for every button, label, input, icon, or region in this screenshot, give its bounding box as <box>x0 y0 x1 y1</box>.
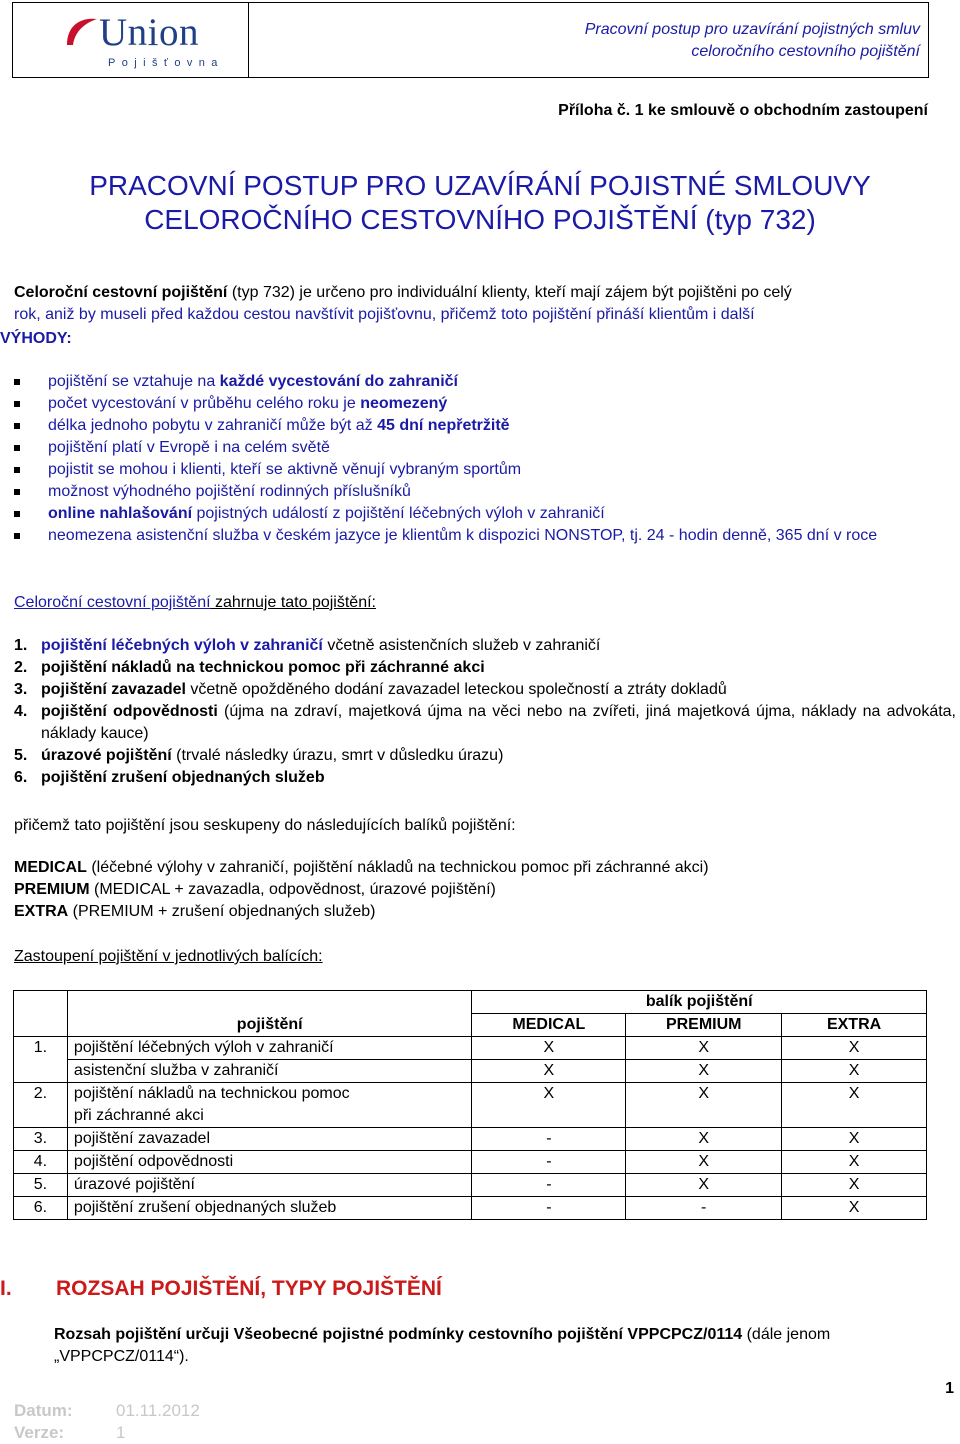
benefit-item: pojištění se vztahuje na každé vycestování do zahraničí <box>14 371 954 393</box>
doc-title-line1: PRACOVNÍ POSTUP PRO UZAVÍRÁNÍ POJISTNÉ SMLOUVY <box>89 170 871 201</box>
col-header-insurance: pojištění <box>67 1014 472 1037</box>
package-table <box>13 990 927 1220</box>
scope-paragraph: Rozsah pojištění určuji Všeobecné pojistné podmínky cestovního pojištění VPPCPCZ/0114 (dále jenom „VPPCPCZ/0114“). <box>54 1326 831 1365</box>
covers-heading: Celoroční cestovní pojištění zahrnuje tato pojištění: <box>14 594 376 611</box>
bullet-square-icon <box>14 467 20 473</box>
covers-list <box>14 635 956 789</box>
section-number: I. <box>0 1277 12 1300</box>
benefits-list <box>14 371 954 547</box>
bullet-square-icon <box>14 489 20 495</box>
group-header: balík pojištění <box>472 991 927 1014</box>
bullet-square-icon <box>14 379 20 385</box>
header-title <box>260 19 920 63</box>
annex-label: Příloha č. 1 ke smlouvě o obchodním zastoupení <box>558 102 928 119</box>
union-swoosh-icon <box>61 15 101 49</box>
bullet-square-icon <box>14 511 20 517</box>
footer-date: Datum: 01.11.2012 <box>14 1401 200 1420</box>
benefit-item: pojistit se mohou i klienti, kteří se aktivně věnují vybraným sportům <box>14 459 954 481</box>
intro-line2: rok, aniž by museli před každou cestou navštívit pojišťovnu, přičemž toto pojištění přináší klientům i další <box>14 306 755 323</box>
cover-item: 2. pojištění nákladů na technickou pomoc při záchranné akci <box>14 659 485 676</box>
table-row: 3. pojištění zavazadel - X X <box>14 1128 927 1151</box>
cover-item: 6. pojištění zrušení objednaných služeb <box>14 769 325 786</box>
page-number: 1 <box>945 1380 954 1397</box>
bullet-square-icon <box>14 423 20 429</box>
benefits-heading: VÝHODY: <box>0 330 72 347</box>
benefit-item: neomezena asistenční služba v českém jazyce je klientům k dispozici NONSTOP, tj. 24 - hodin denně, 365 dní v roce <box>14 525 954 547</box>
table-row: 6. pojištění zrušení objednaných služeb - - X <box>14 1197 927 1220</box>
table-header-row <box>14 1014 927 1037</box>
table-row: 2. pojištění nákladů na technickou pomoc při záchranné akci X X X <box>14 1083 927 1128</box>
section-title: ROZSAH POJIŠTĚNÍ, TYPY POJIŠTĚNÍ <box>56 1277 442 1300</box>
bundle-item: EXTRA (PREMIUM + zrušení objednaných služeb) <box>14 903 376 920</box>
benefit-item: online nahlašování pojistných událostí z pojištění léčebných výloh v zahraničí <box>14 503 954 525</box>
logo-subtext: Pojišťovna <box>108 57 224 69</box>
cover-item: 5. úrazové pojištění (trvalé následky úrazu, smrt v důsledku úrazu) <box>14 747 504 764</box>
footer-version: Verze: 1 <box>14 1423 126 1442</box>
bullet-square-icon <box>14 533 20 539</box>
benefit-item: pojištění platí v Evropě i na celém světě <box>14 437 954 459</box>
benefit-item: délka jednoho pobytu v zahraničí může být až 45 dní nepřetržitě <box>14 415 954 437</box>
bullet-square-icon <box>14 445 20 451</box>
header-title-line2: celoročního cestovního pojištění <box>691 43 920 60</box>
bundle-item: MEDICAL (léčebné výlohy v zahraničí, pojištění nákladů na technickou pomoc při záchranné akci) <box>14 859 709 876</box>
bundle-item: PREMIUM (MEDICAL + zavazadla, odpovědnost, úrazové pojištění) <box>14 881 496 898</box>
table-row: 1. pojištění léčebných výloh v zahraničí X X X <box>14 1037 927 1060</box>
header-title-line1: Pracovní postup pro uzavírání pojistných smluv <box>584 21 920 38</box>
representation-heading: Zastoupení pojištění v jednotlivých balících: <box>14 948 323 965</box>
bundle-list <box>14 857 709 923</box>
benefit-item: možnost výhodného pojištění rodinných příslušníků <box>14 481 954 503</box>
intro-part2: (typ 732) je určeno pro individuální klienty, kteří mají zájem být pojištěni po celý <box>227 284 792 301</box>
doc-title-line2: CELOROČNÍHO CESTOVNÍHO POJIŠTĚNÍ (typ 732) <box>144 204 816 235</box>
intro-line1 <box>14 282 954 304</box>
intro-paragraph <box>14 282 954 326</box>
logo <box>13 3 249 77</box>
logo-text: Union <box>99 11 199 54</box>
col-header-extra: EXTRA <box>782 1014 927 1037</box>
document-header <box>12 2 929 78</box>
col-header-medical: MEDICAL <box>472 1014 626 1037</box>
intro-lead: Celoroční cestovní pojištění <box>14 284 228 301</box>
bundle-intro: přičemž tato pojištění jsou seskupeny do následujících balíků pojištění: <box>14 817 516 834</box>
table-row: 4. pojištění odpovědnosti - X X <box>14 1151 927 1174</box>
cover-item: 4. pojištění odpovědnosti (újma na zdraví, majetková újma na věci nebo na zvířeti, jiná majetková újma, náklady na advokáta, náklady kauce) <box>14 703 957 742</box>
cover-item: 3. pojištění zavazadel včetně opožděného dodání zavazadel leteckou společností a ztráty dokladů <box>14 681 727 698</box>
col-header-premium: PREMIUM <box>626 1014 782 1037</box>
cover-item: 1. pojištění léčebných výloh v zahraničí včetně asistenčních služeb v zahraničí <box>14 637 601 654</box>
table-row: 5. úrazové pojištění - X X <box>14 1174 927 1197</box>
table-group-header-row <box>14 991 927 1014</box>
benefit-item: počet vycestování v průběhu celého roku je neomezený <box>14 393 954 415</box>
bullet-square-icon <box>14 401 20 407</box>
table-row: asistenční služba v zahraničí X X X <box>14 1060 927 1083</box>
